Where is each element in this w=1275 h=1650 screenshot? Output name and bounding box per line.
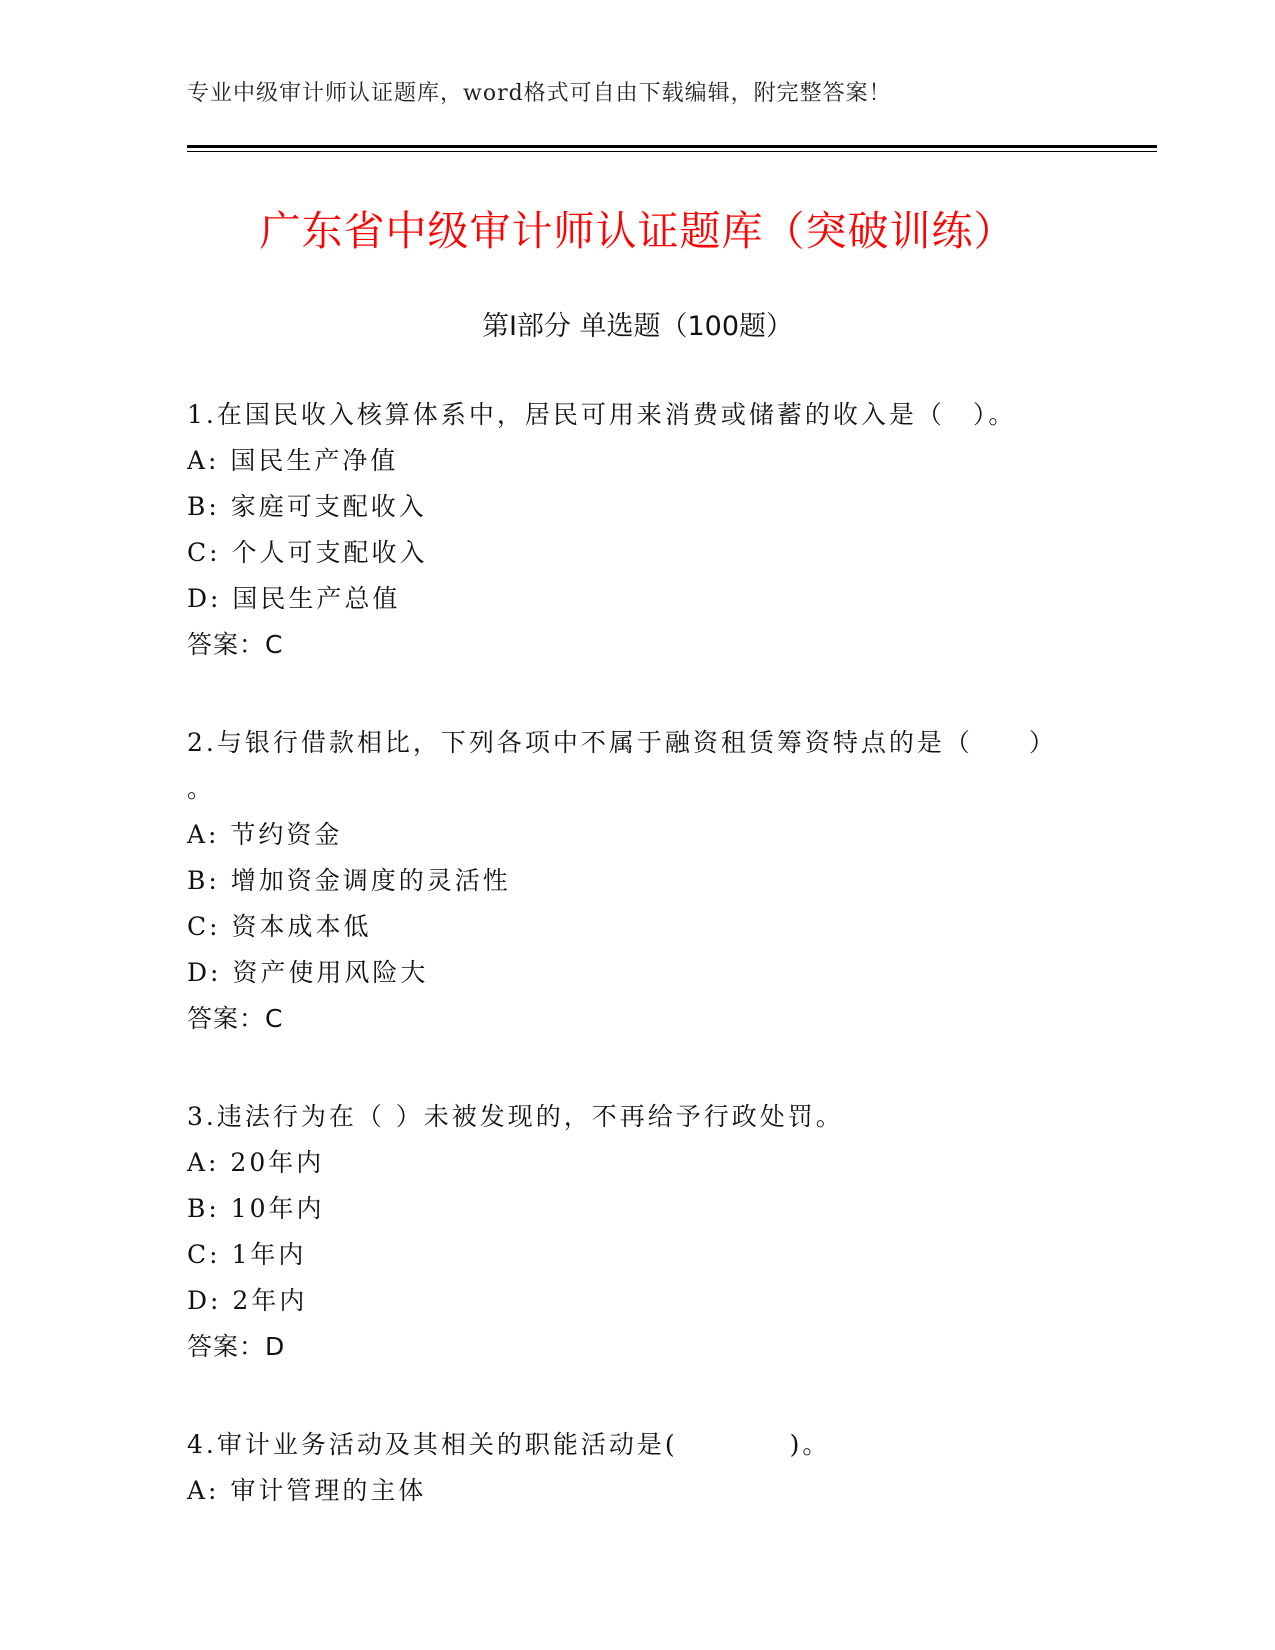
option-a: A: 审计管理的主体 [187,1476,427,1505]
question-stem: 2.与银行借款相比，下列各项中不属于融资租赁筹资特点的是（ ） [187,728,1057,757]
question-2 [187,720,1087,1042]
option-b: B: 增加资金调度的灵活性 [187,866,511,895]
option-b: B: 家庭可支配收入 [187,492,427,521]
option-b: B: 10年内 [187,1194,325,1223]
header-note: 专业中级审计师认证题库，word格式可自由下载编辑，附完整答案！ [187,81,892,106]
question-stem-continuation: 。 [187,774,216,803]
header-rule-thin [187,151,1157,152]
option-a: A: 节约资金 [187,820,343,849]
option-d: D: 资产使用风险大 [187,958,429,987]
question-stem: 4.审计业务活动及其相关的职能活动是( )。 [187,1430,831,1459]
question-list [187,392,1087,1566]
header-rule-thick [187,145,1157,148]
option-a: A: 20年内 [187,1148,325,1177]
option-c: C: 个人可支配收入 [187,538,428,567]
answer: 答案：D [187,1332,286,1361]
question-stem: 1.在国民收入核算体系中，居民可用来消费或储蓄的收入是（ ）。 [187,400,1017,429]
answer: 答案：C [187,630,284,659]
option-d: D: 2年内 [187,1286,308,1315]
option-d: D: 国民生产总值 [187,584,401,613]
option-c: C: 资本成本低 [187,912,372,941]
question-3 [187,1094,1087,1370]
question-4 [187,1422,1087,1514]
question-1 [187,392,1087,668]
document-title: 广东省中级审计师认证题库（突破训练） [259,207,1016,255]
section-title: 第Ⅰ部分 单选题（100题） [481,311,794,342]
answer: 答案：C [187,1004,284,1033]
option-c: C: 1年内 [187,1240,307,1269]
option-a: A: 国民生产净值 [187,446,399,475]
question-stem: 3.违法行为在（ ）未被发现的，不再给予行政处罚。 [187,1102,844,1131]
